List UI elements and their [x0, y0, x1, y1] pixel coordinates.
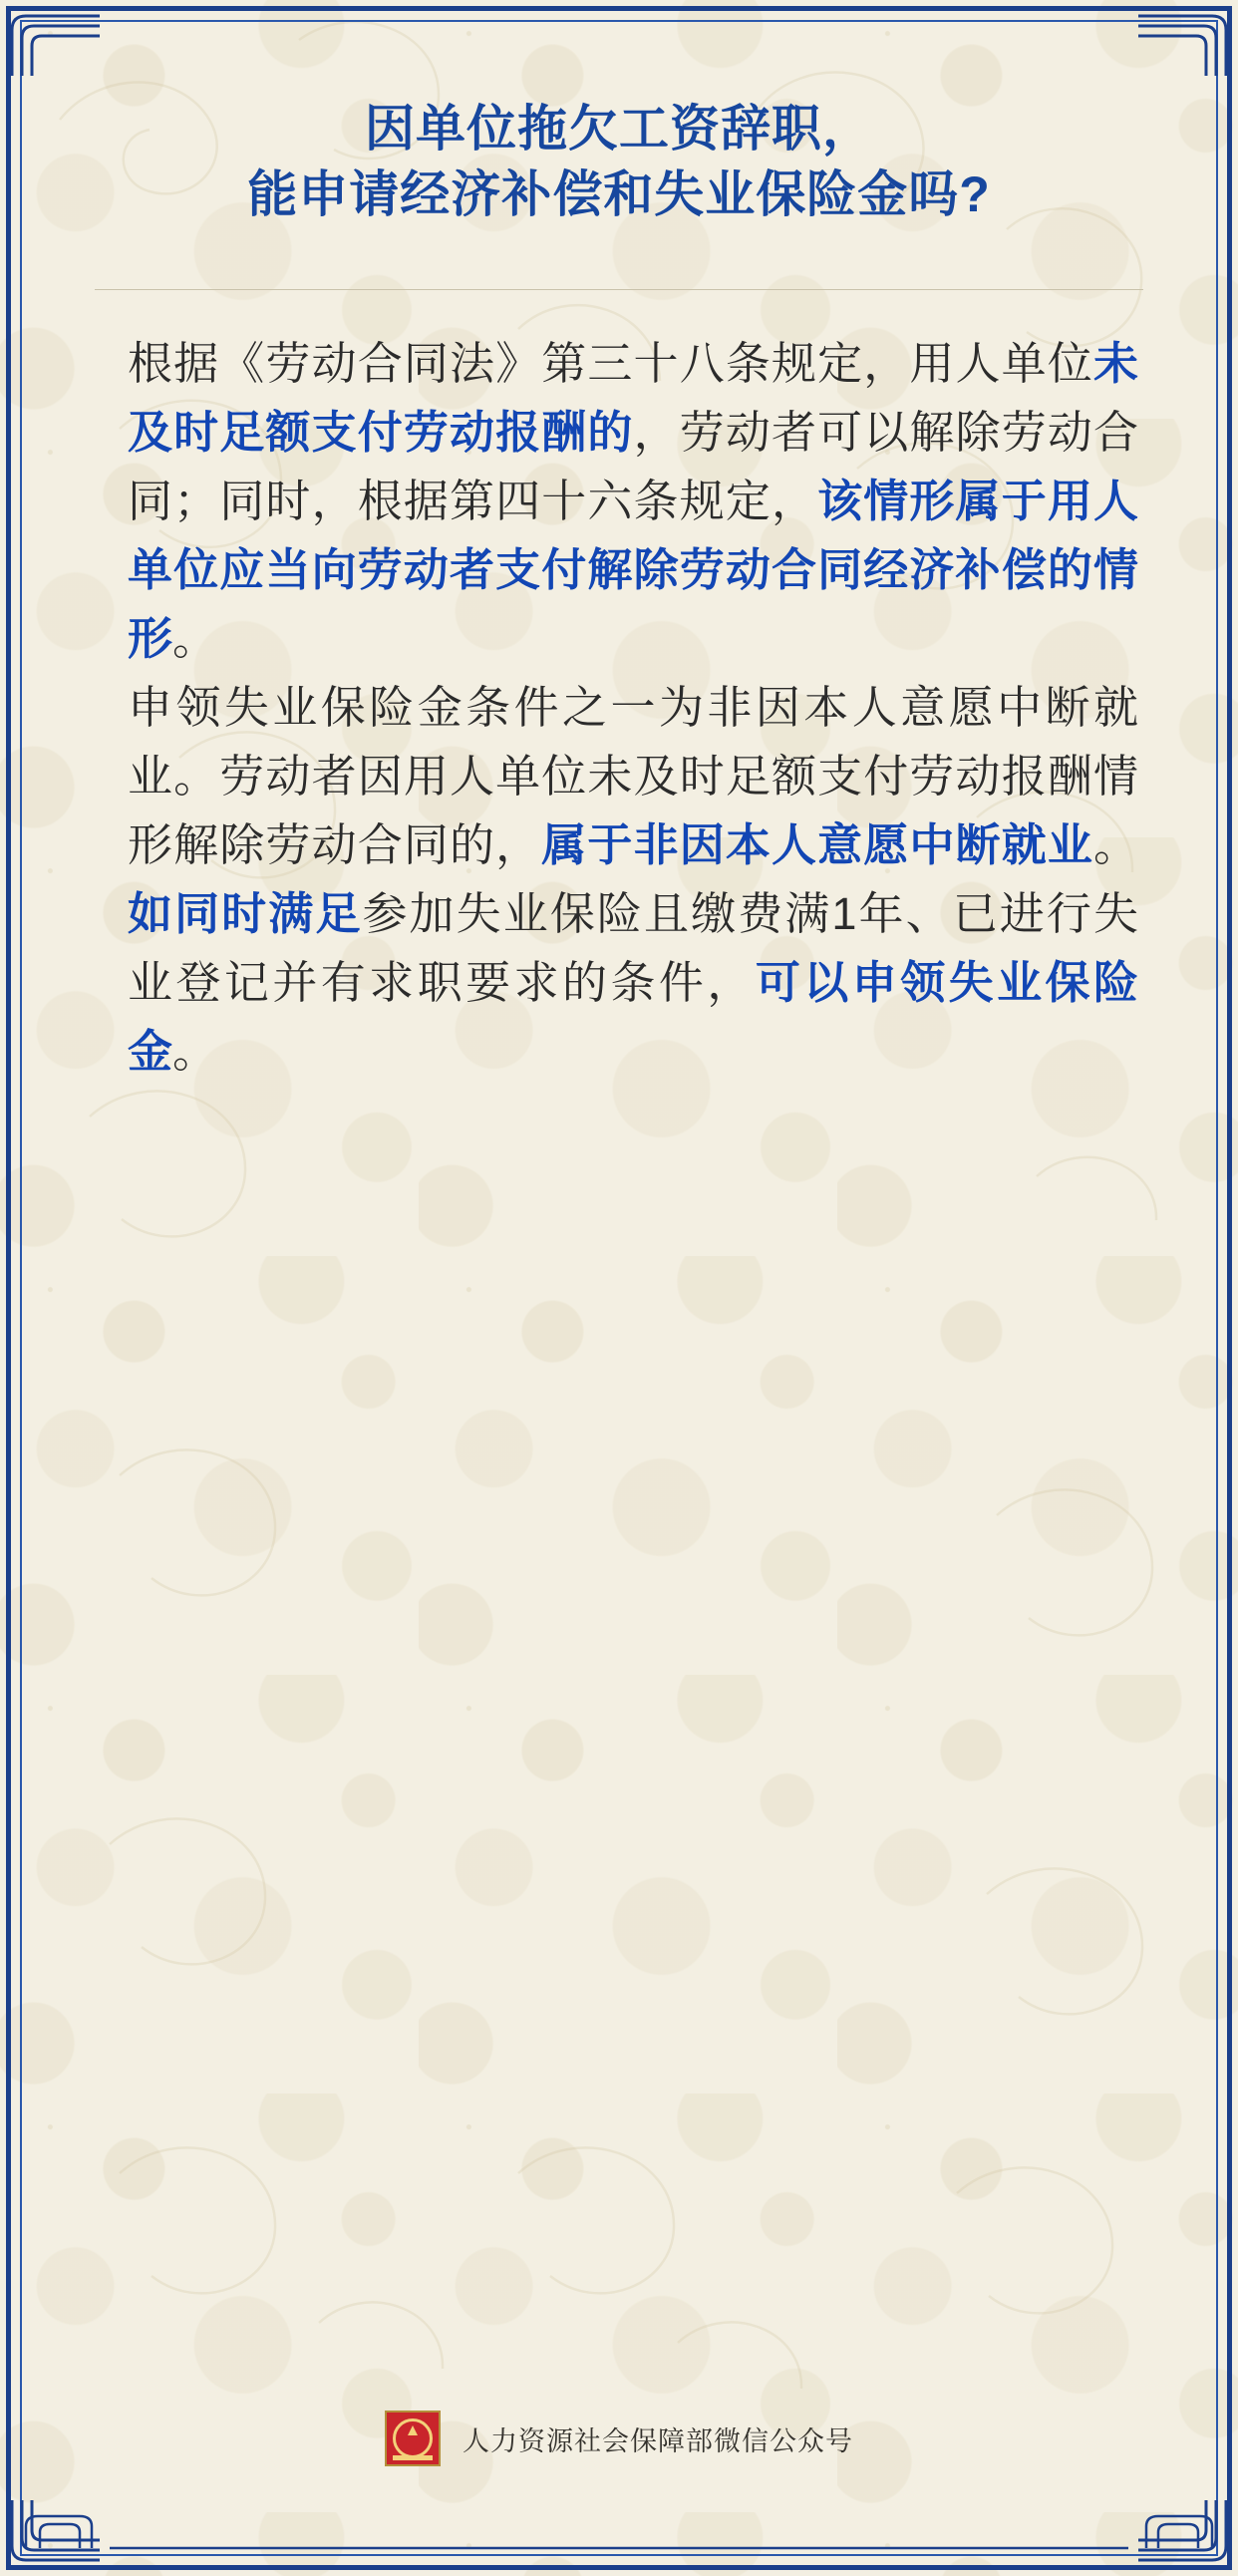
title-line-2: 能申请经济补偿和失业保险金吗?: [247, 166, 991, 222]
text-run: ，劳动者可以解除劳动合同；同时，根据第四十六条规定，: [128, 407, 1138, 526]
highlighted-text-run: 未及时足额支付劳动报酬的: [128, 338, 1138, 458]
footer: [0, 2411, 1238, 2466]
highlighted-text-run: 可以申领失业保险金: [128, 957, 1138, 1077]
text-run: 。: [172, 1026, 218, 1077]
paragraph-1: [128, 329, 1138, 673]
footer-label: 人力资源社会保障部微信公众号: [463, 2425, 853, 2456]
mohrss-emblem-icon: [385, 2411, 441, 2466]
text-run: 根据《劳动合同法》第三十八条规定，用人单位: [128, 338, 1093, 389]
highlighted-text-run: 属于非因本人意愿中断就业: [541, 819, 1093, 870]
text-run: 。: [172, 613, 218, 664]
paragraph-2: [128, 673, 1138, 1086]
title-divider: [95, 289, 1143, 290]
page-title: [60, 96, 1178, 227]
text-run: 申领失业保险金条件之一为非因本人意愿中断就业。劳动者因用人单位未及时足额支付劳动报酬情形解除劳动合同的，: [128, 682, 1138, 870]
highlighted-text-run: 该情形属于用人单位应当向劳动者支付解除劳动合同经济补偿的情形: [128, 476, 1138, 664]
text-run: 。: [1092, 819, 1138, 870]
article-body: [128, 329, 1138, 1086]
title-line-1: 因单位拖欠工资辞职，: [365, 101, 873, 157]
highlighted-text-run: 如同时满足: [128, 888, 363, 939]
text-run: 参加失业保险且缴费满1年、已进行失业登记并有求职要求的条件，: [128, 888, 1138, 1008]
